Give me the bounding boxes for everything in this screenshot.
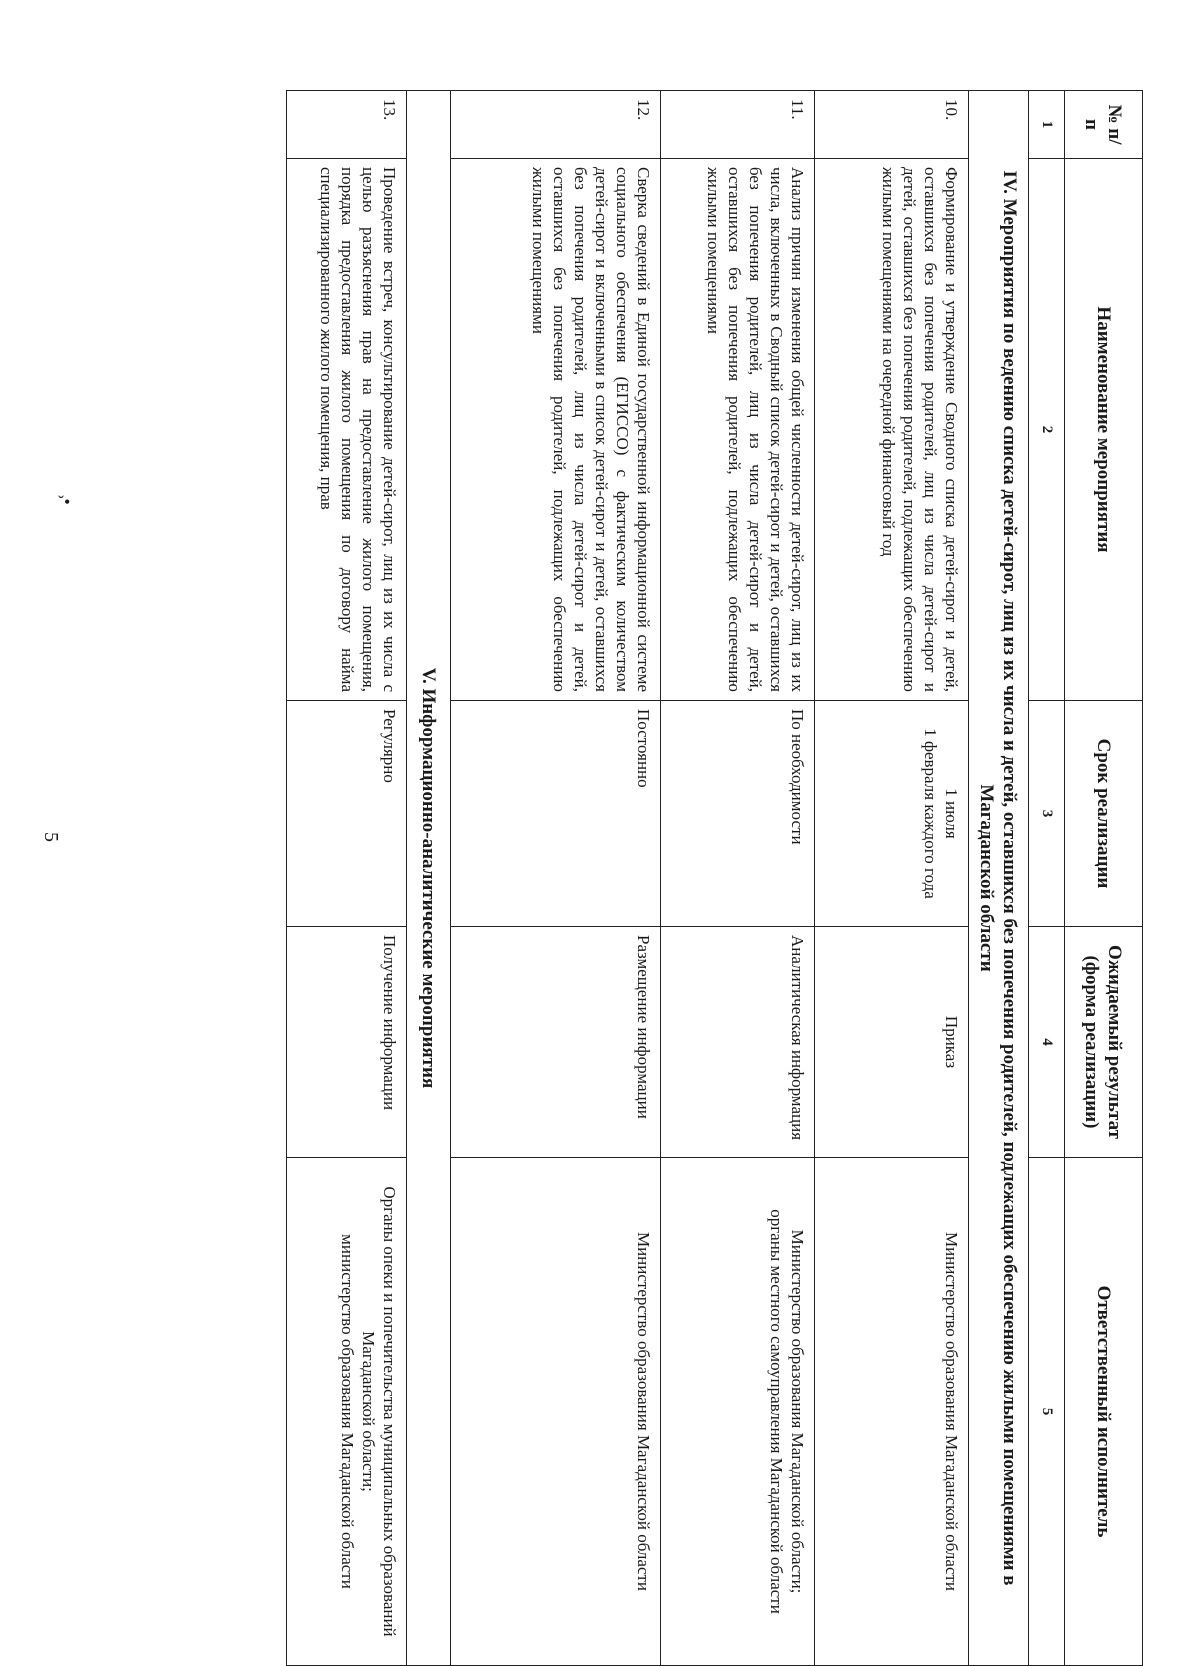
row-term: 1 июля 1 февраля каждого года [815, 701, 969, 927]
col-number-4: 4 [1029, 927, 1065, 1158]
header-executor: Ответственный исполнитель [1065, 1158, 1143, 1666]
row-name: Анализ причин изменения общей численности детей-сирот, лиц из их числа, включенных в Сводный список детей-сирот и детей, оставшихся без попечения родителей, лиц из числа детей-сирот и детей, оставшихся без попечения родителей, подлежащих обеспечению жилыми помещениями [661, 159, 815, 701]
row-term: По необходимости [661, 701, 815, 927]
column-number-row [1029, 91, 1065, 1666]
row-name: Сверка сведений в Единой государственной информационной системе социального обеспечения (ЕГИССО) с фактическим количеством детей-сирот и включенными в список детей-сирот и детей, оставшихся без попечения родителей, лиц из числа детей-сирот и детей, оставшихся без попечения родителей, подлежащих обеспечению жилыми помещениями [451, 159, 661, 701]
row-num: 12. [451, 91, 661, 159]
row-num: 13. [287, 91, 407, 159]
col-number-3: 3 [1029, 701, 1065, 927]
row-num: 11. [661, 91, 815, 159]
row-result: Аналитическая информация [661, 927, 815, 1158]
col-number-1: 1 [1029, 91, 1065, 159]
row-executor: Министерство образования Магаданской области [451, 1158, 661, 1666]
section-iv-row [969, 91, 1029, 1666]
section-v-row [407, 91, 451, 1666]
table-row [287, 91, 407, 1666]
scan-speck: ˘• [58, 492, 71, 512]
row-term: Постоянно [451, 701, 661, 927]
page-number: 5 [40, 832, 62, 842]
header-num: № п/п [1065, 91, 1143, 159]
row-result: Получение информации [287, 927, 407, 1158]
table-row [815, 91, 969, 1666]
measures-table [286, 90, 1143, 1666]
rotated-table-container [103, 90, 1143, 1665]
row-executor: Министерство образования Магаданской области [815, 1158, 969, 1666]
section-v-title: V. Информационно-аналитические мероприятия [407, 91, 451, 1666]
row-result: Размещение информации [451, 927, 661, 1158]
header-result: Ожидаемый результат (форма реализации) [1065, 927, 1143, 1158]
table-row [661, 91, 815, 1666]
section-iv-title: IV. Мероприятия по ведению списка детей-сирот, лиц из их числа и детей, оставшихся без попечения родителей, подлежащих обеспечению жилыми помещениями в Магаданской области [969, 91, 1029, 1666]
row-executor: Органы опеки и попечительства муниципальных образований Магаданской области; министерство образования Магаданской области [287, 1158, 407, 1666]
row-term: Регулярно [287, 701, 407, 927]
row-name: Формирование и утверждение Сводного списка детей-сирот и детей, оставшихся без попечения родителей, лиц из числа детей-сирот и детей, оставшихся без попечения родителей, подлежащих обеспечению жилыми помещениями на очередной финансовый год [815, 159, 969, 701]
col-number-2: 2 [1029, 159, 1065, 701]
row-name: Проведение встреч, консультирование детей-сирот, лиц из их числа с целью разъяснения прав на предоставление жилого помещения, порядка предоставления жилого помещения по договору найма специализированного жилого помещения, прав [287, 159, 407, 701]
row-num: 10. [815, 91, 969, 159]
header-term: Срок реализации [1065, 701, 1143, 927]
table-row [451, 91, 661, 1666]
header-name: Наименование мероприятия [1065, 159, 1143, 701]
row-executor: Министерство образования Магаданской области; органы местного самоуправления Магаданской области [661, 1158, 815, 1666]
header-row [1065, 91, 1143, 1666]
row-result: Приказ [815, 927, 969, 1158]
col-number-5: 5 [1029, 1158, 1065, 1666]
